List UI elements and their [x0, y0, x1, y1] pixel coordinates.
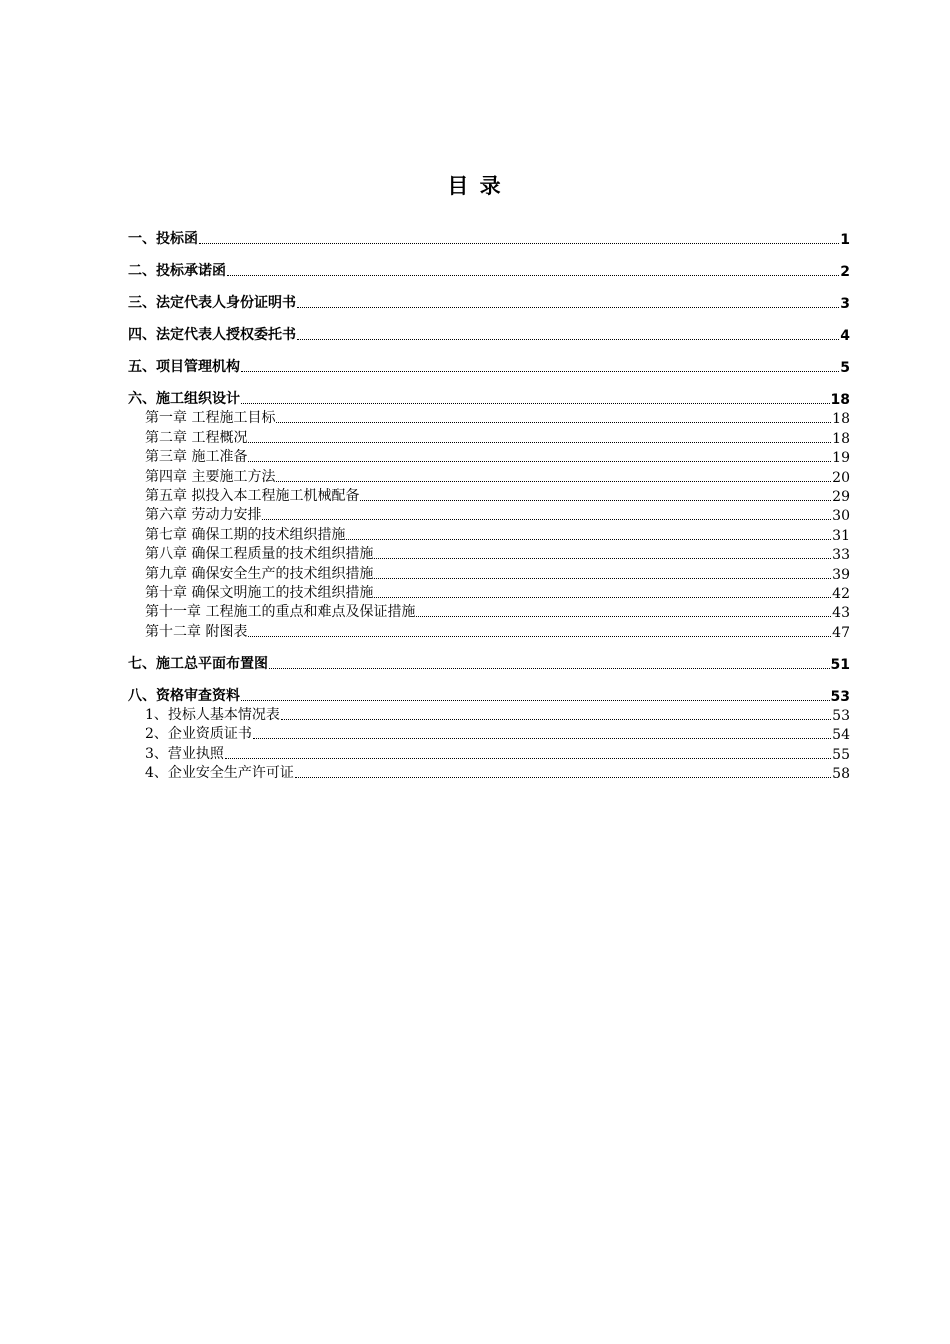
dot-leader — [225, 757, 831, 759]
dot-leader — [269, 667, 830, 669]
toc-entry-label: 第九章 确保安全生产的技术组织措施 — [145, 565, 374, 582]
toc-entry-label: 三、法定代表人身份证明书 — [128, 295, 296, 311]
toc-entry-page-number: 4 — [840, 328, 850, 344]
toc-entry-label: 1、投标人基本情况表 — [145, 707, 280, 724]
toc-entry-label: 第一章 工程施工目标 — [145, 410, 276, 427]
toc-section-entry[interactable] — [128, 679, 850, 705]
toc-subsection-entry[interactable] — [128, 743, 850, 762]
toc-subsection-entry[interactable] — [128, 621, 850, 640]
toc-subsection-entry[interactable] — [128, 505, 850, 524]
toc-entry-label: 二、投标承诺函 — [128, 263, 226, 279]
toc-entry-label: 2、企业资质证书 — [145, 726, 252, 743]
dot-leader — [346, 538, 831, 540]
toc-entry-label: 第五章 拟投入本工程施工机械配备 — [145, 487, 360, 504]
toc-subsection-entry[interactable] — [128, 466, 850, 485]
dot-leader — [241, 699, 830, 701]
toc-entry-label: 第十二章 附图表 — [145, 623, 248, 640]
toc-section-entry[interactable] — [128, 286, 850, 312]
toc-entry-label: 第六章 劳动力安排 — [145, 507, 262, 524]
dot-leader — [199, 242, 839, 244]
toc-section-entry[interactable] — [128, 647, 850, 673]
toc-subsection-entry[interactable] — [128, 583, 850, 602]
toc-entry-page-number: 39 — [832, 566, 850, 583]
dot-leader — [248, 441, 831, 443]
toc-entry-page-number: 18 — [830, 392, 850, 408]
dot-leader — [416, 615, 831, 617]
toc-entry-page-number: 20 — [832, 469, 850, 486]
toc-entry-page-number: 3 — [840, 296, 850, 312]
toc-entry-page-number: 30 — [832, 508, 850, 525]
dot-leader — [241, 370, 839, 372]
toc-entry-page-number: 51 — [830, 656, 850, 673]
toc-section-entry[interactable] — [128, 382, 850, 408]
dot-leader — [227, 274, 839, 276]
toc-entry-label: 第三章 施工准备 — [145, 449, 248, 466]
table-of-contents — [128, 222, 850, 782]
dot-leader — [374, 557, 831, 559]
toc-entry-label: 五、项目管理机构 — [128, 359, 240, 375]
dot-leader — [241, 402, 830, 404]
dot-leader — [297, 338, 839, 340]
toc-entry-page-number: 31 — [832, 527, 850, 544]
toc-entry-label: 四、法定代表人授权委托书 — [128, 327, 296, 343]
toc-section-entry[interactable] — [128, 222, 850, 248]
dot-leader — [276, 480, 831, 482]
toc-subsection-entry[interactable] — [128, 524, 850, 543]
toc-entry-label: 一、投标函 — [128, 231, 198, 247]
toc-entry-label: 第十章 确保文明施工的技术组织措施 — [145, 584, 374, 601]
toc-entry-label: 3、营业执照 — [145, 745, 224, 762]
dot-leader — [360, 499, 831, 501]
toc-entry-page-number: 42 — [832, 585, 850, 602]
toc-subsection-entry[interactable] — [128, 447, 850, 466]
toc-subsection-entry[interactable] — [128, 544, 850, 563]
dot-leader — [276, 421, 831, 423]
toc-section-entry[interactable] — [128, 254, 850, 280]
toc-entry-page-number: 19 — [832, 450, 850, 467]
dot-leader — [281, 718, 831, 720]
toc-subsection-entry[interactable] — [128, 563, 850, 582]
toc-subsection-entry[interactable] — [128, 763, 850, 782]
toc-entry-label: 七、施工总平面布置图 — [128, 655, 268, 672]
toc-entry-page-number: 43 — [832, 605, 850, 622]
toc-subsection-entry[interactable] — [128, 408, 850, 427]
toc-subsection-entry[interactable] — [128, 724, 850, 743]
toc-entry-label: 4、企业安全生产许可证 — [145, 765, 294, 782]
dot-leader — [248, 635, 831, 637]
dot-leader — [262, 518, 831, 520]
toc-entry-page-number: 53 — [830, 688, 850, 705]
toc-subsection-entry[interactable] — [128, 705, 850, 724]
toc-entry-label: 第二章 工程概况 — [145, 429, 248, 446]
dot-leader — [248, 460, 831, 462]
toc-subsection-entry[interactable] — [128, 427, 850, 446]
toc-section-entry[interactable] — [128, 350, 850, 376]
toc-entry-page-number: 18 — [832, 430, 850, 447]
toc-title: 目 录 — [447, 174, 503, 198]
toc-entry-page-number: 53 — [832, 708, 850, 725]
toc-entry-page-number: 33 — [832, 547, 850, 564]
dot-leader — [374, 596, 831, 598]
dot-leader — [374, 577, 831, 579]
toc-entry-label: 第十一章 工程施工的重点和难点及保证措施 — [145, 604, 416, 621]
toc-entry-page-number: 58 — [832, 766, 850, 783]
toc-subsection-entry[interactable] — [128, 486, 850, 505]
toc-entry-page-number: 1 — [840, 232, 850, 248]
toc-entry-page-number: 18 — [832, 411, 850, 428]
toc-entry-label: 八、资格审查资料 — [128, 687, 240, 704]
toc-entry-page-number: 47 — [832, 624, 850, 641]
toc-subsection-entry[interactable] — [128, 602, 850, 621]
toc-section-entry[interactable] — [128, 318, 850, 344]
toc-entry-page-number: 54 — [832, 727, 850, 744]
toc-entry-page-number: 29 — [832, 488, 850, 505]
toc-entry-label: 第七章 确保工期的技术组织措施 — [145, 526, 346, 543]
toc-entry-label: 第四章 主要施工方法 — [145, 468, 276, 485]
toc-entry-label: 第八章 确保工程质量的技术组织措施 — [145, 546, 374, 563]
toc-entry-page-number: 2 — [840, 264, 850, 280]
toc-entry-page-number: 55 — [832, 746, 850, 763]
dot-leader — [253, 737, 831, 739]
toc-entry-label: 六、施工组织设计 — [128, 391, 240, 407]
dot-leader — [297, 306, 839, 308]
toc-entry-page-number: 5 — [840, 360, 850, 376]
dot-leader — [295, 776, 831, 778]
